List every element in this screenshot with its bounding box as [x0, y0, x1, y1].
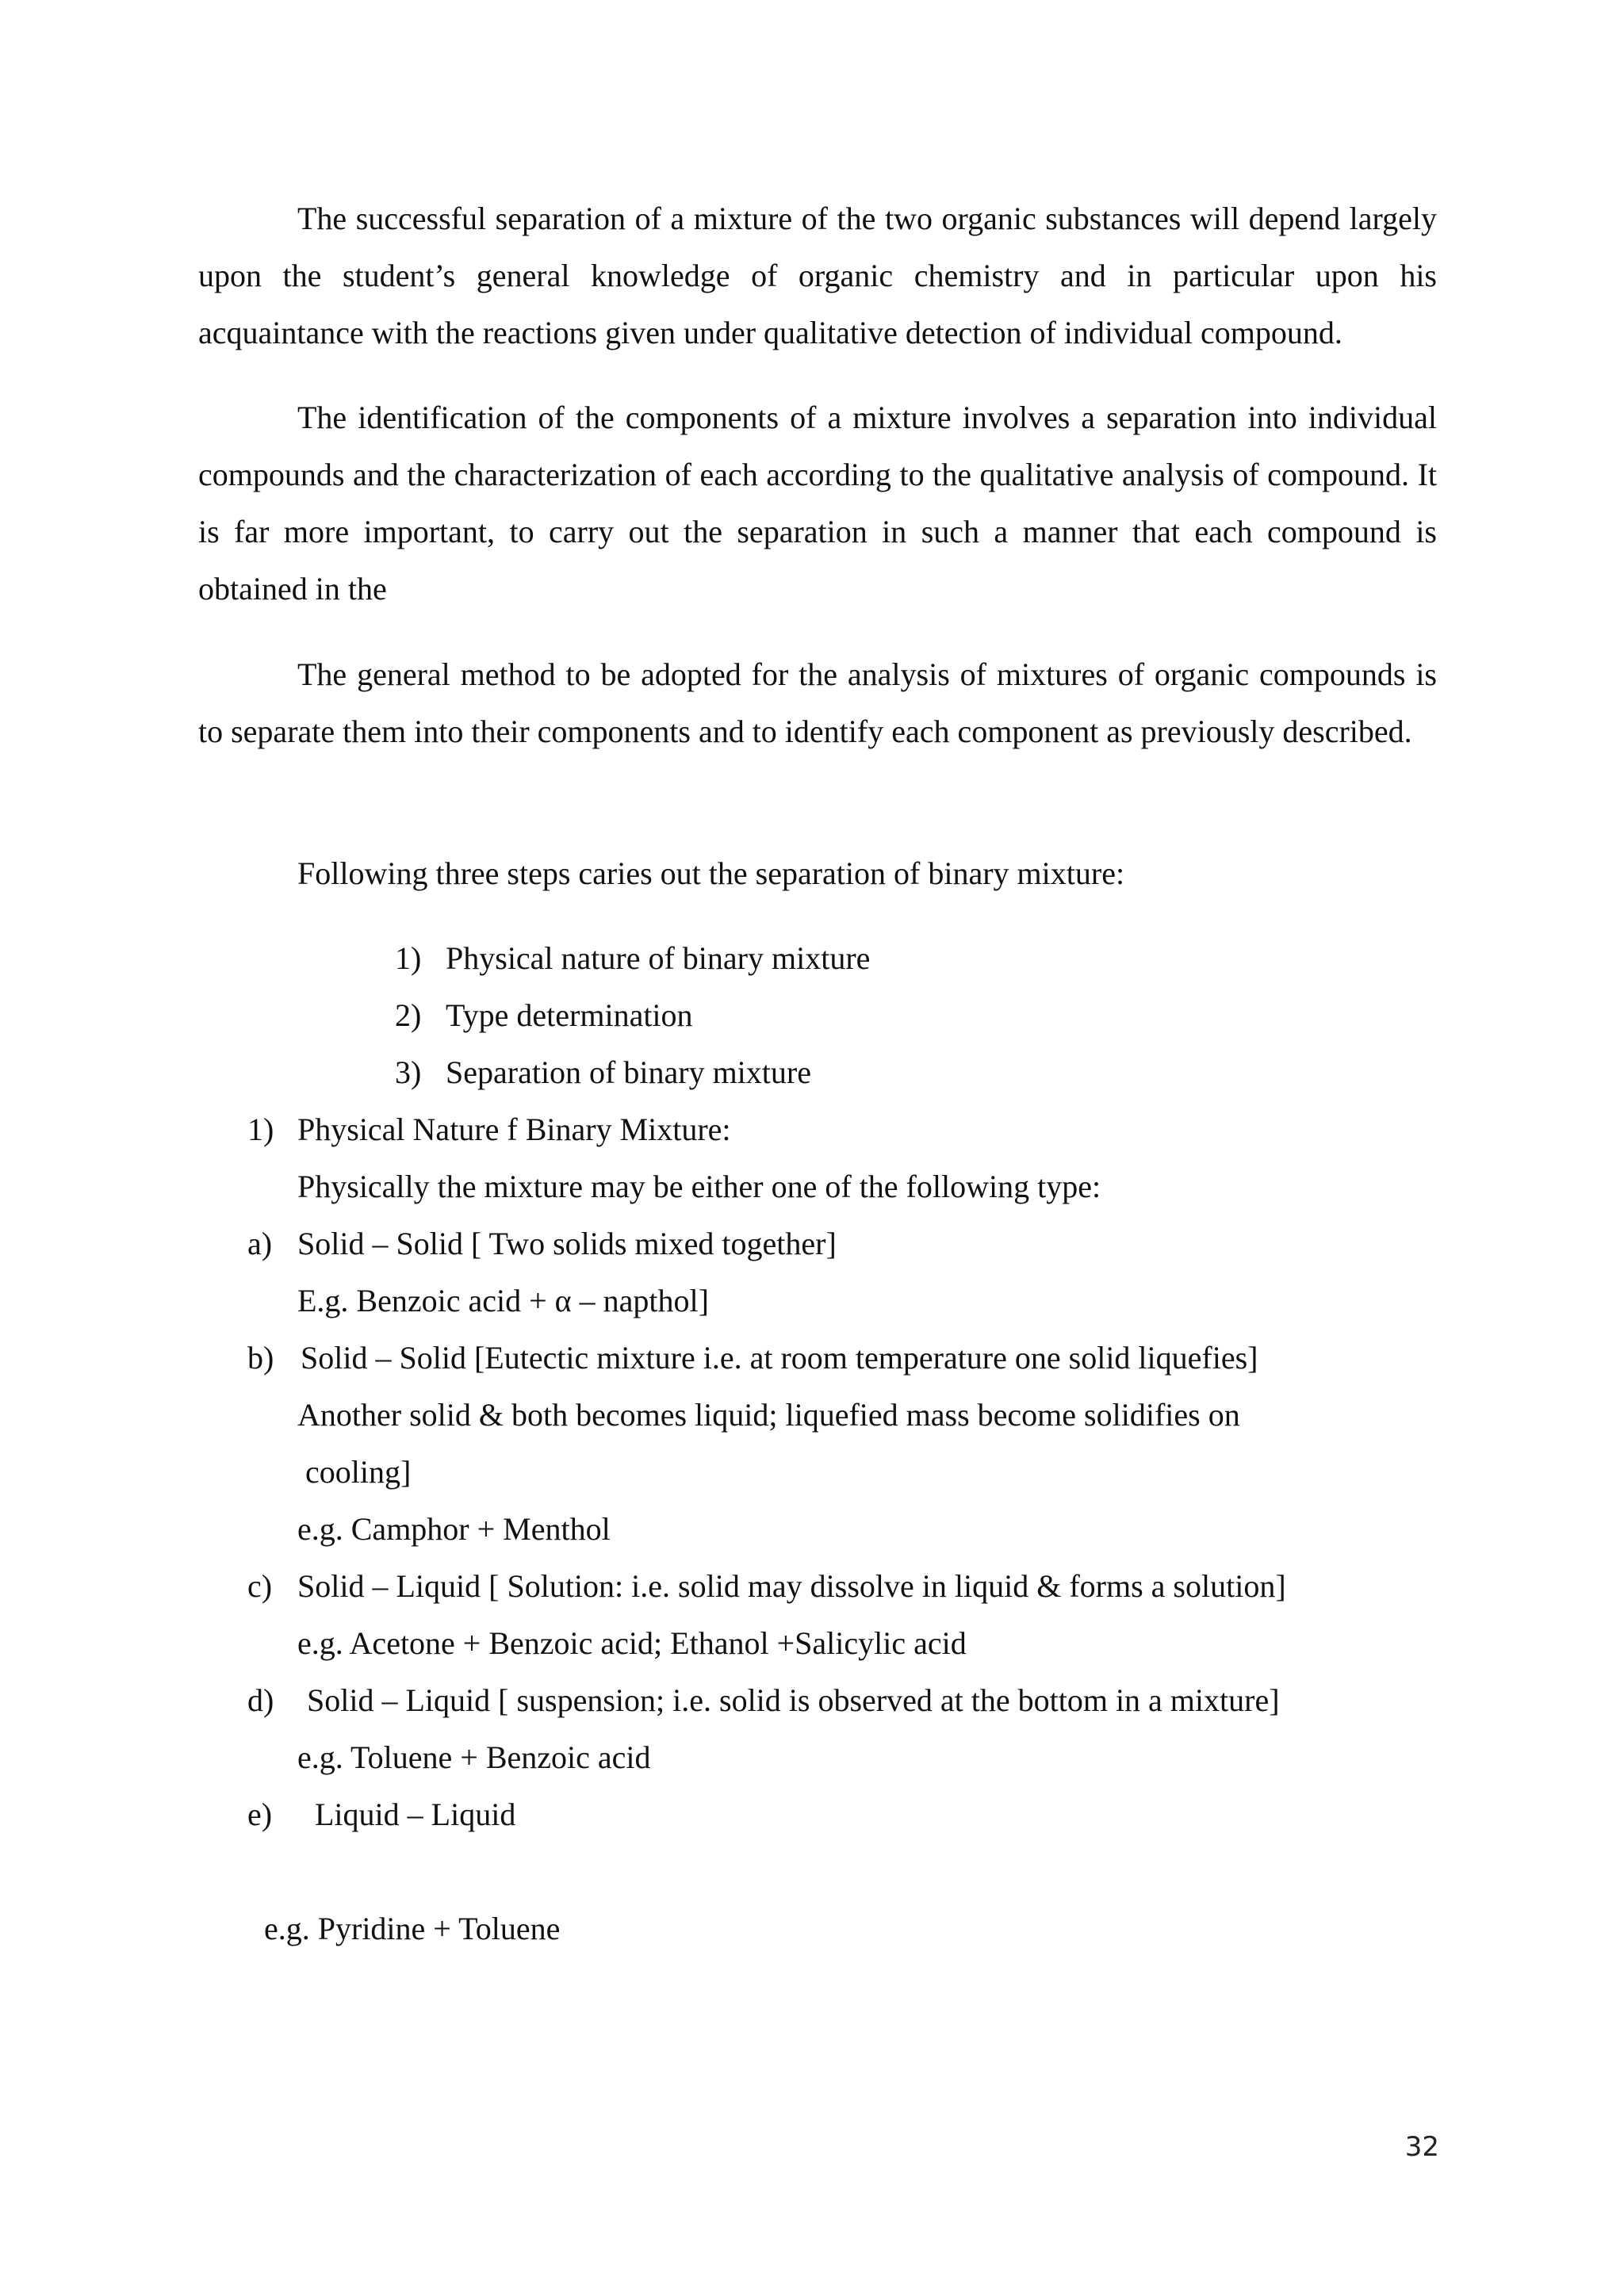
section-intro: Physically the mixture may be either one of the following type: — [297, 1169, 1101, 1204]
page-number: 32 — [1404, 2131, 1439, 2163]
type-letter: d) — [247, 1682, 274, 1718]
type-description: Another solid & both becomes liquid; liquefied mass become solidifies on — [297, 1397, 1240, 1433]
type-letter: a) — [247, 1226, 273, 1261]
step-text: Type determination — [446, 997, 693, 1033]
paragraph-1: The successful separation of a mixture of the two organic substances will depend largely upon the student’s general knowledge of organic chemistry and in particular upon his acquaintance with the reactions given under qualitative detection of individual compound. — [198, 201, 1437, 350]
paragraph-2: The identification of the components of a mixture involves a separation into individual compounds and the characterization of each according to the qualitative analysis of compound. It is far more important, to carry out the separation in such a manner that each compound is obtained in the — [198, 400, 1437, 607]
step-number: 3) — [395, 1054, 422, 1090]
type-letter: c) — [247, 1568, 273, 1604]
type-example: E.g. Benzoic acid + α – napthol] — [297, 1283, 709, 1318]
type-description: cooling] — [297, 1454, 412, 1490]
type-example: e.g. Camphor + Menthol — [297, 1511, 611, 1547]
step-text: Physical nature of binary mixture — [446, 940, 871, 976]
paragraph-3: The general method to be adopted for the analysis of mixtures of organic compounds is to separate them into their components and to identify each component as previously described. — [198, 656, 1437, 749]
type-heading: Solid – Liquid [ suspension; i.e. solid is observed at the bottom in a mixture] — [307, 1682, 1280, 1718]
type-heading: Solid – Solid [ Two solids mixed together] — [297, 1226, 837, 1261]
step-text: Separation of binary mixture — [446, 1054, 811, 1090]
type-example: e.g. Acetone + Benzoic acid; Ethanol +Salicylic acid — [297, 1625, 967, 1661]
step-number: 1) — [395, 940, 422, 976]
final-example: e.g. Pyridine + Toluene — [264, 1911, 561, 1946]
section-heading: Physical Nature f Binary Mixture: — [297, 1112, 731, 1147]
type-letter: e) — [247, 1797, 273, 1832]
steps-intro: Following three steps caries out the separation of binary mixture: — [297, 855, 1125, 891]
type-example: e.g. Toluene + Benzoic acid — [297, 1739, 651, 1775]
type-heading: Solid – Solid [Eutectic mixture i.e. at room temperature one solid liquefies] — [301, 1340, 1258, 1376]
section-number: 1) — [247, 1112, 274, 1147]
type-heading: Solid – Liquid [ Solution: i.e. solid may dissolve in liquid & forms a solution] — [297, 1568, 1286, 1604]
type-letter: b) — [247, 1340, 274, 1376]
type-heading: Liquid – Liquid — [315, 1797, 516, 1832]
step-number: 2) — [395, 997, 422, 1033]
